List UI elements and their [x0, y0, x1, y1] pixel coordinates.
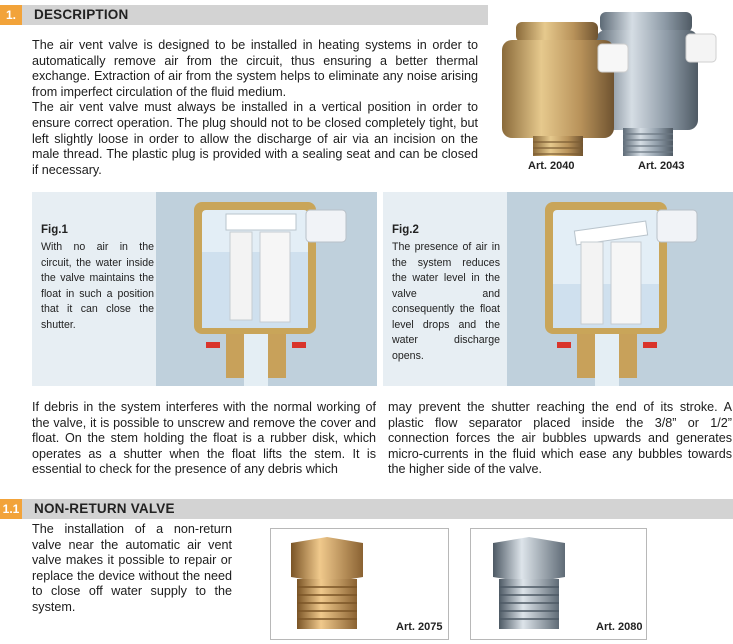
art-2043-label: Art. 2043	[638, 160, 685, 172]
description-paragraph-2: The air vent valve must always be installed in a vertical position in order to ensure correct operation. The plug should not to be closed completely tight, but left slightly loose in order to allow the discharge of air via an incision on the male thread. The plastic plug is provided with a sealing seat and can be closed if necessary.	[32, 100, 478, 177]
section-number: 1.1	[0, 499, 22, 519]
air-vent-valves-photo	[488, 0, 733, 178]
section-title: NON-RETURN VALVE	[34, 501, 175, 516]
section-title: DESCRIPTION	[34, 7, 129, 22]
valves-illustration	[488, 0, 733, 178]
non-return-text: The installation of a non-return valve near the automatic air vent valve makes it possible to repair or replace the device without the need to close off water supply to the system.	[32, 522, 232, 614]
art-2080-photo	[470, 528, 647, 640]
art-2040-label: Art. 2040	[528, 160, 575, 172]
debris-text-col2: may prevent the shutter reaching the end of its stroke. A plastic flow separator placed inside the 3/8” or 1/2” connection forces the air bubbles upwards and generates micro-currents in the fluid which ease any bubbles towards the higher side of the valve.	[388, 400, 732, 477]
fig1-title: Fig.1	[41, 224, 68, 236]
fig2-cutaway-illustration	[507, 192, 733, 386]
fig2-panel	[383, 192, 733, 386]
fig1-cutaway-illustration	[156, 192, 377, 386]
fig1-panel	[32, 192, 377, 386]
section-number: 1.	[0, 5, 22, 25]
debris-text-col1: If debris in the system interferes with the normal working of the valve, it is possible to unscrew and remove the cover and float. On the stem holding the float is a rubber disk, which operates as a shutter when the float lifts the stem. It is essential to check for the presence of any debris which	[32, 400, 376, 477]
fig1-caption: With no air in the circuit, the water inside the valve maintains the float in such a position that it can close the shutter.	[41, 241, 154, 331]
fig2-title: Fig.2	[392, 224, 419, 236]
description-text	[32, 38, 478, 178]
description-paragraph-1: The air vent valve is designed to be installed in heating systems in order to automatically remove air from the circuit, thus ensuring a better thermal exchange. Extraction of air from the system helps to eliminate any noise arising from imperfect circulation of the fluid medium.	[32, 38, 478, 99]
art-2080-label: Art. 2080	[596, 621, 643, 633]
art-2075-photo	[270, 528, 449, 640]
fig2-caption: The presence of air in the system reduces the water level in the valve and consequently the float level drops and the water discharge opens.	[392, 241, 500, 362]
art-2075-label: Art. 2075	[396, 621, 443, 633]
section-header-non-return-valve	[0, 499, 733, 519]
section-header-description	[0, 5, 488, 25]
